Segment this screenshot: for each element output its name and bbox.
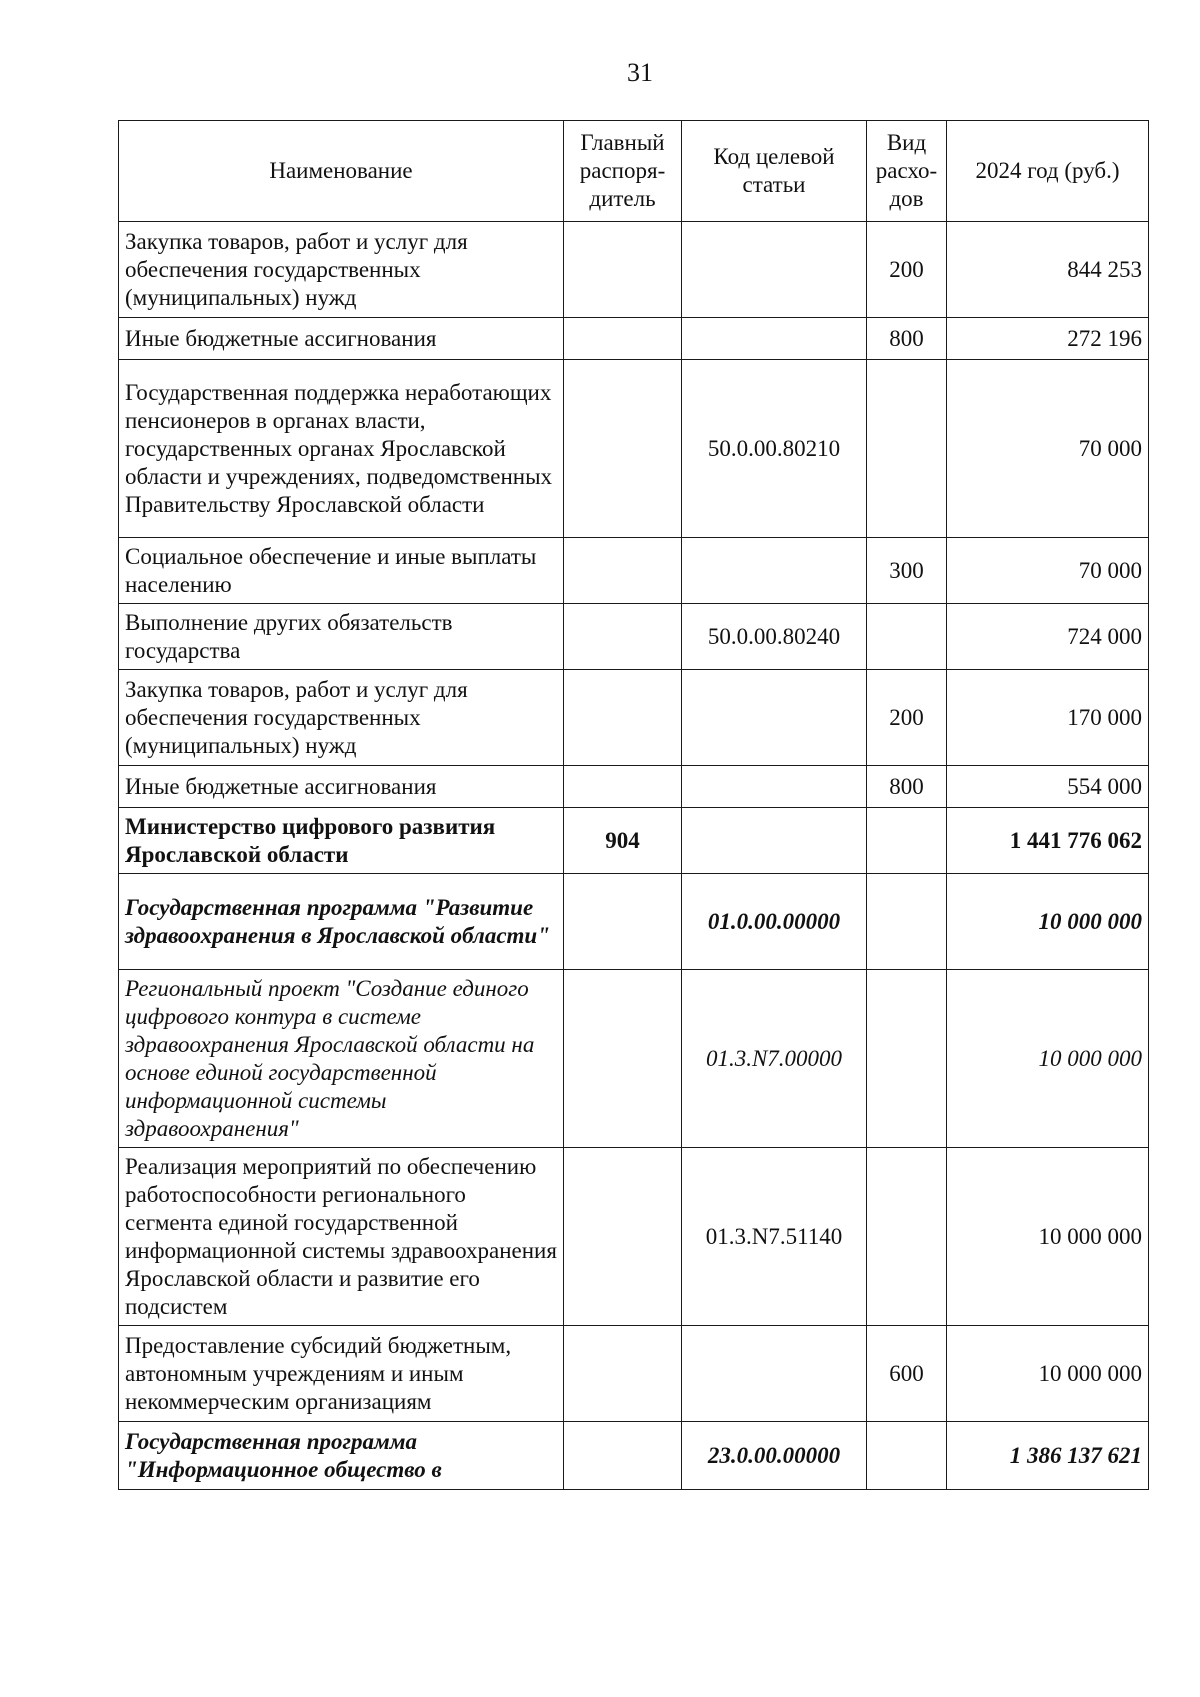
table-row-ministry: [119, 808, 1149, 874]
cell-chief-manager: [564, 538, 682, 604]
cell-chief-manager: [564, 874, 682, 970]
cell-expense-type: 200: [867, 222, 947, 318]
cell-sum: 844 253: [947, 222, 1149, 318]
cell-name: Государственная программа "Информационное общество в: [119, 1422, 564, 1490]
cell-target-code: 01.3.N7.51140: [682, 1148, 867, 1326]
cell-name: Закупка товаров, работ и услуг для обеспечения государственных (муниципальных) нужд: [119, 222, 564, 318]
header-year-sum: 2024 год (руб.): [947, 121, 1149, 222]
cell-target-code: [682, 538, 867, 604]
cell-sum: 10 000 000: [947, 874, 1149, 970]
cell-expense-type: [867, 1148, 947, 1326]
cell-expense-type: [867, 874, 947, 970]
cell-target-code: [682, 1326, 867, 1422]
cell-name: Иные бюджетные ассигнования: [119, 318, 564, 360]
cell-chief-manager: [564, 1422, 682, 1490]
cell-expense-type: 800: [867, 318, 947, 360]
table-header-row: [119, 121, 1149, 222]
page-number: 31: [627, 58, 653, 87]
cell-chief-manager: [564, 360, 682, 538]
cell-sum: 1 441 776 062: [947, 808, 1149, 874]
cell-target-code: 50.0.00.80210: [682, 360, 867, 538]
cell-expense-type: [867, 1422, 947, 1490]
cell-chief-manager: [564, 1326, 682, 1422]
cell-name: Социальное обеспечение и иные выплаты населению: [119, 538, 564, 604]
cell-expense-type: 800: [867, 766, 947, 808]
cell-target-code: 01.3.N7.00000: [682, 970, 867, 1148]
cell-name: Реализация мероприятий по обеспечению работоспособности регионального сегмента единой государственной информационной системы здравоохранения Ярославской области и развитие его подсистем: [119, 1148, 564, 1326]
cell-chief-manager: [564, 222, 682, 318]
cell-target-code: 50.0.00.80240: [682, 604, 867, 670]
header-target-code: Код целевой статьи: [682, 121, 867, 222]
cell-chief-manager: [564, 604, 682, 670]
cell-chief-manager: [564, 670, 682, 766]
table-row-program: [119, 874, 1149, 970]
cell-chief-manager: 904: [564, 808, 682, 874]
cell-chief-manager: [564, 1148, 682, 1326]
cell-target-code: 23.0.00.00000: [682, 1422, 867, 1490]
cell-sum: 10 000 000: [947, 1148, 1149, 1326]
cell-chief-manager: [564, 766, 682, 808]
table-row-project: [119, 970, 1149, 1148]
cell-target-code: [682, 318, 867, 360]
cell-name: Закупка товаров, работ и услуг для обеспечения государственных (муниципальных) нужд: [119, 670, 564, 766]
table-row: [119, 538, 1149, 604]
cell-sum: 70 000: [947, 360, 1149, 538]
cell-name: Предоставление субсидий бюджетным, автономным учреждениям и иным некоммерческим организациям: [119, 1326, 564, 1422]
header-chief-manager: Главный распоря-дитель: [564, 121, 682, 222]
cell-sum: 70 000: [947, 538, 1149, 604]
cell-sum: 1 386 137 621: [947, 1422, 1149, 1490]
cell-expense-type: [867, 360, 947, 538]
cell-expense-type: 600: [867, 1326, 947, 1422]
cell-expense-type: 300: [867, 538, 947, 604]
cell-sum: 272 196: [947, 318, 1149, 360]
cell-name: Выполнение других обязательств государства: [119, 604, 564, 670]
table-row: [119, 360, 1149, 538]
cell-target-code: 01.0.00.00000: [682, 874, 867, 970]
cell-expense-type: [867, 604, 947, 670]
header-expense-type: Вид расхо-дов: [867, 121, 947, 222]
table-row: [119, 222, 1149, 318]
table-row: [119, 1148, 1149, 1326]
cell-expense-type: 200: [867, 670, 947, 766]
cell-target-code: [682, 808, 867, 874]
cell-target-code: [682, 670, 867, 766]
cell-expense-type: [867, 970, 947, 1148]
table-row: [119, 318, 1149, 360]
cell-expense-type: [867, 808, 947, 874]
cell-sum: 10 000 000: [947, 970, 1149, 1148]
table-row-program: [119, 1422, 1149, 1490]
cell-name: Государственная поддержка неработающих пенсионеров в органах власти, государственных органах Ярославской области и учреждениях, подведомственных Правительству Ярославской области: [119, 360, 564, 538]
cell-target-code: [682, 222, 867, 318]
table-row: [119, 1326, 1149, 1422]
cell-name: Иные бюджетные ассигнования: [119, 766, 564, 808]
cell-name: Государственная программа "Развитие здравоохранения в Ярославской области": [119, 874, 564, 970]
cell-chief-manager: [564, 970, 682, 1148]
cell-sum: 724 000: [947, 604, 1149, 670]
cell-sum: 170 000: [947, 670, 1149, 766]
budget-table: [118, 120, 1149, 1490]
cell-name: Региональный проект "Создание единого цифрового контура в системе здравоохранения Ярославской области на основе единой государственной информационной системы здравоохранения": [119, 970, 564, 1148]
cell-name: Министерство цифрового развития Ярославской области: [119, 808, 564, 874]
cell-sum: 10 000 000: [947, 1326, 1149, 1422]
cell-target-code: [682, 766, 867, 808]
table-row: [119, 766, 1149, 808]
header-name: Наименование: [119, 121, 564, 222]
table-row: [119, 670, 1149, 766]
cell-sum: 554 000: [947, 766, 1149, 808]
table-row: [119, 604, 1149, 670]
cell-chief-manager: [564, 318, 682, 360]
